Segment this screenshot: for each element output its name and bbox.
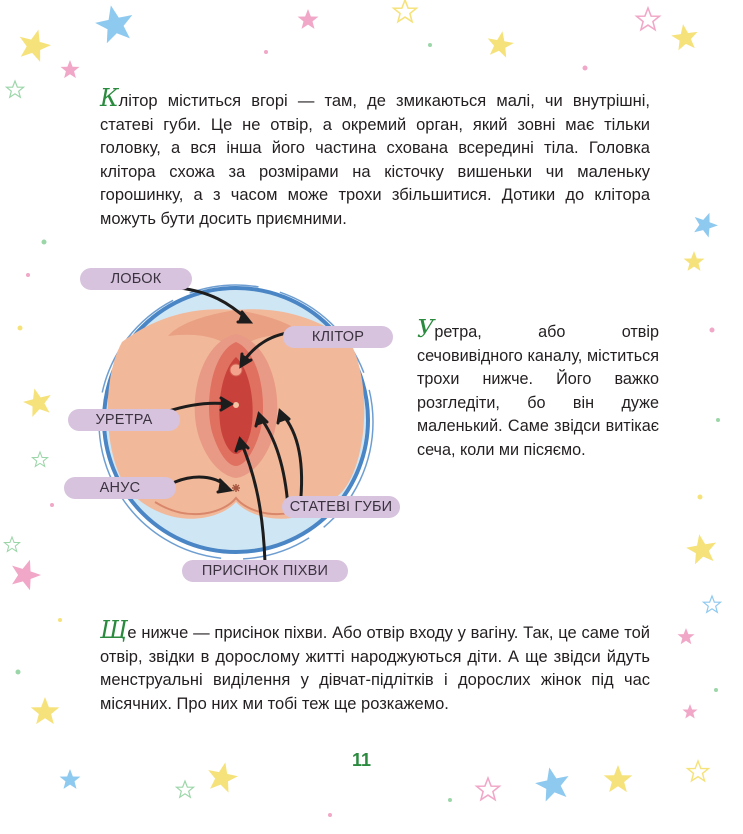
- label-pubis: ЛОБОК: [80, 268, 192, 290]
- paragraph-clitoris: [100, 86, 650, 231]
- paragraph-text: е нижче — присiнок пiхви. Або отвiр входу у вагiну. Так, це саме той отвiр, звiдки в дорослому життi народжуються дiти. А ще звiдси йдуть менструальнi видiлення у дiвчат-пiдлiткiв i дорослих жiнок пiд час мiсячних. Про них ми тобi теж ще розкажемо.: [100, 624, 650, 713]
- drop-cap: Щ: [100, 616, 128, 644]
- label-anus: АНУС: [64, 477, 176, 499]
- label-clitoris: КЛIТОР: [283, 326, 393, 348]
- drop-cap: У: [417, 315, 435, 343]
- anus-mark: [232, 484, 240, 492]
- paragraph-text: лiтор мiститься вгорi — там, де змикаються малi, чи внутрiшнi, статевi губи. Це не отвiр, а окремий орган, який зовнi має тiльки головку, а вся iнша його частина схована всерединi тiла. Головка клiтора схожа за розмiрами на кiсточку вишеньки чи маленьку горошинку, а з часом може трохи збiльшитися. Дотики до клiтора можуть бути досить приємними.: [100, 92, 650, 228]
- label-urethra: УРЕТРА: [68, 409, 180, 431]
- label-labia: СТАТЕВI ГУБИ: [282, 496, 400, 518]
- urethra-mark: [233, 402, 239, 408]
- paragraph-text: ретра, або отвiр сечовивiдного каналу, мiститься трохи нижче. Його важко розгледiти, бо вiн дуже маленький. Саме звiдси витiкає сеча, коли ми пiсяємо.: [417, 323, 659, 459]
- label-vaginal-vestibule: ПРИСIНОК ПIХВИ: [182, 560, 348, 582]
- paragraph-urethra: [417, 317, 659, 462]
- page-number: 11: [352, 750, 372, 770]
- drop-cap: К: [100, 84, 119, 112]
- paragraph-vestibule: [100, 618, 650, 716]
